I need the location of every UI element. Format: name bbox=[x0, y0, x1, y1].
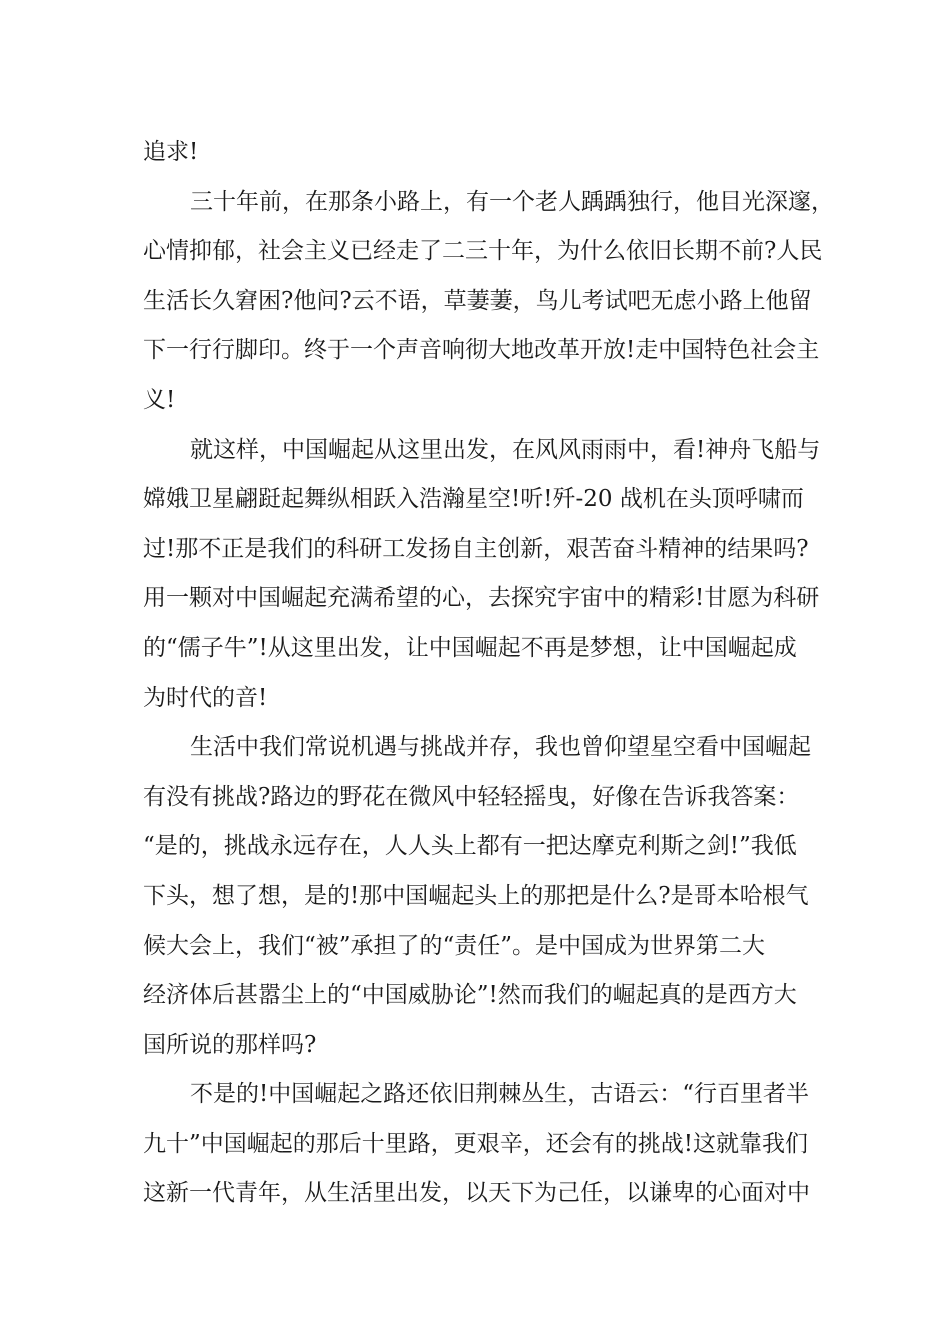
text-line: 用一颗对中国崛起充满希望的心，去探究宇宙中的精彩!甘愿为科研 bbox=[143, 585, 820, 612]
text-line: 心情抑郁，社会主义已经走了二三十年，为什么依旧长期不前?人民 bbox=[143, 238, 823, 265]
text-line: 过!那不正是我们的科研工发扬自主创新，艰苦奋斗精神的结果吗? bbox=[143, 535, 809, 562]
text-line: 有没有挑战?路边的野花在微风中轻轻摇曳，好像在告诉我答案： bbox=[143, 783, 800, 810]
text-line: 候大会上，我们“被”承担了的“责任”。是中国成为世界第二大 bbox=[143, 932, 766, 959]
text-line: 的“儒子牛”!从这里出发，让中国崛起不再是梦想，让中国崛起成 bbox=[143, 634, 797, 661]
document-body bbox=[143, 128, 834, 1219]
text-line: 追求! bbox=[143, 139, 199, 165]
text-line: 九十”中国崛起的那后十里路，更艰辛，还会有的挑战!这就靠我们 bbox=[143, 1130, 809, 1157]
text-line: 这新一代青年，从生活里出发，以天下为己任，以谦卑的心面对中 bbox=[143, 1180, 810, 1207]
text-line: 下一行行脚印。终于一个声音响彻大地改革开放!走中国特色社会主 bbox=[143, 337, 820, 364]
text-line: 嫦娥卫星翩跹起舞纵相跃入浩瀚星空!听!歼-20 战机在头顶呼啸而 bbox=[143, 486, 804, 513]
paragraph-start-line: 生活中我们常说机遇与挑战并存，我也曾仰望星空看中国崛起 bbox=[190, 734, 811, 761]
text-line: 义! bbox=[143, 386, 176, 413]
paragraph-start-line: 不是的!中国崛起之路还依旧荆棘丛生，古语云：“行百里者半 bbox=[190, 1081, 810, 1108]
text-line: 下头，想了想，是的!那中国崛起头上的那把是什么?是哥本哈根气 bbox=[143, 882, 809, 909]
text-line: 国所说的那样吗? bbox=[143, 1031, 317, 1058]
text-line: 经济体后甚嚣尘上的“中国威胁论”!然而我们的崛起真的是西方大 bbox=[143, 982, 797, 1009]
text-line: “是的，挑战永远存在，人人头上都有一把达摩克利斯之剑!”我低 bbox=[143, 833, 797, 860]
paragraph-start-line: 三十年前，在那条小路上，有一个老人踽踽独行，他目光深邃， bbox=[190, 188, 834, 215]
text-line: 生活长久窘困?他问?云不语，草萋萋，鸟儿考试吧无虑小路上他留 bbox=[143, 287, 812, 314]
paragraph-start-line: 就这样，中国崛起从这里出发，在风风雨雨中，看!神舟飞船与 bbox=[190, 436, 821, 463]
text-line: 为时代的音! bbox=[143, 684, 268, 711]
